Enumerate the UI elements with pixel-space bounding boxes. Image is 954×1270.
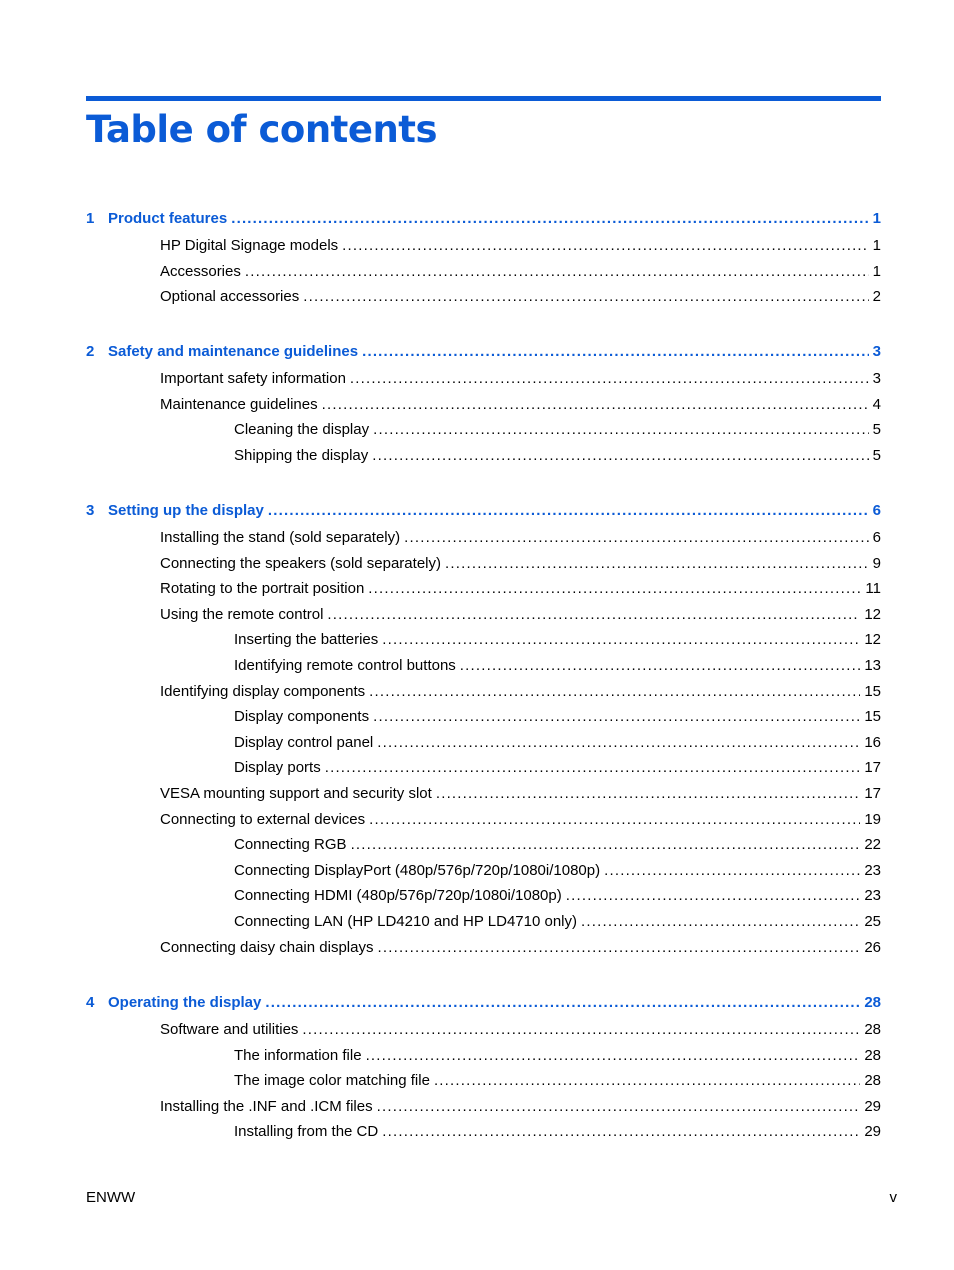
toc-page-number: 9 bbox=[872, 554, 881, 572]
toc-page-number: 26 bbox=[864, 938, 881, 956]
toc-entry-label: Connecting to external devices bbox=[160, 810, 366, 828]
toc-subsection-entry[interactable] bbox=[234, 861, 881, 881]
dot-leader bbox=[245, 262, 869, 282]
toc-page-number: 29 bbox=[864, 1123, 881, 1141]
toc-page-number: 5 bbox=[872, 446, 881, 464]
dot-leader bbox=[445, 554, 869, 574]
dot-leader bbox=[581, 912, 860, 932]
toc-entry-label: Maintenance guidelines bbox=[160, 395, 318, 413]
toc-entry-label: Operating the display bbox=[108, 994, 262, 1011]
dot-leader bbox=[303, 287, 868, 307]
toc-page-number: 12 bbox=[864, 605, 881, 623]
toc-entry-label: Safety and maintenance guidelines bbox=[108, 343, 359, 360]
toc-section-entry[interactable] bbox=[160, 810, 881, 830]
toc-chapter-entry[interactable] bbox=[86, 209, 881, 229]
dot-leader bbox=[434, 1071, 860, 1091]
toc-page-number: 28 bbox=[864, 1046, 881, 1064]
toc-section-entry[interactable] bbox=[160, 1020, 881, 1040]
dot-leader bbox=[404, 528, 869, 548]
dot-leader bbox=[351, 835, 861, 855]
toc-entry-label: Identifying display components bbox=[160, 682, 366, 700]
toc-page-number: 17 bbox=[864, 759, 881, 777]
toc-subsection-entry[interactable] bbox=[234, 886, 881, 906]
toc-section-entry[interactable] bbox=[160, 236, 881, 256]
dot-leader bbox=[373, 707, 860, 727]
toc-entry-label: Connecting the speakers (sold separately) bbox=[160, 554, 441, 572]
toc-page-number: 25 bbox=[864, 913, 881, 930]
toc-entry-label: Inserting the batteries bbox=[234, 631, 379, 649]
toc-entry-label: Connecting DisplayPort (480p/576p/720p/1080i/1080p) bbox=[234, 861, 601, 879]
toc-page-number: 1 bbox=[872, 237, 881, 254]
dot-leader bbox=[327, 605, 860, 625]
toc-subsection-entry[interactable] bbox=[234, 835, 881, 855]
toc-page-number: 1 bbox=[872, 262, 881, 280]
toc-page-number: 15 bbox=[864, 682, 881, 700]
toc-section-entry[interactable] bbox=[160, 528, 881, 548]
title-rule bbox=[86, 96, 881, 101]
toc-entry-label: Using the remote control bbox=[160, 605, 324, 623]
toc-entry-label: Installing the .INF and .ICM files bbox=[160, 1097, 373, 1115]
dot-leader bbox=[231, 209, 868, 229]
toc-page-number: 22 bbox=[864, 836, 881, 854]
toc-subsection-entry[interactable] bbox=[234, 656, 881, 676]
toc-chapter-entry[interactable] bbox=[86, 342, 881, 362]
chapter-number: 1 bbox=[86, 210, 95, 227]
toc-entry-label: HP Digital Signage models bbox=[160, 237, 339, 254]
toc-subsection-entry[interactable] bbox=[234, 1071, 881, 1091]
toc-section-entry[interactable] bbox=[160, 395, 881, 415]
dot-leader bbox=[342, 236, 869, 256]
toc-subsection-entry[interactable] bbox=[234, 1046, 881, 1066]
dot-leader bbox=[372, 446, 868, 466]
chapter-number: 2 bbox=[86, 343, 95, 360]
chapter-number: 4 bbox=[86, 994, 95, 1011]
dot-leader bbox=[302, 1020, 860, 1040]
dot-leader bbox=[382, 630, 860, 650]
toc-subsection-entry[interactable] bbox=[234, 630, 881, 650]
toc-page-number: 29 bbox=[864, 1097, 881, 1115]
toc-page-number: 4 bbox=[872, 395, 881, 413]
dot-leader bbox=[325, 758, 861, 778]
toc-page-number: 6 bbox=[872, 529, 881, 546]
toc-page-number: 16 bbox=[864, 733, 881, 751]
dot-leader bbox=[369, 682, 860, 702]
toc-chapter-entry[interactable] bbox=[86, 993, 881, 1013]
toc-section-entry[interactable] bbox=[160, 605, 881, 625]
toc-entry-label: Cleaning the display bbox=[234, 421, 370, 439]
toc-page-number: 19 bbox=[864, 810, 881, 828]
toc-page-number: 12 bbox=[864, 631, 881, 649]
toc-page-number: 28 bbox=[864, 1072, 881, 1090]
toc-entry-label: Installing from the CD bbox=[234, 1123, 379, 1141]
toc-subsection-entry[interactable] bbox=[234, 733, 881, 753]
toc-entry-label: Connecting RGB bbox=[234, 836, 347, 854]
dot-leader bbox=[377, 938, 860, 958]
toc-page-number: 3 bbox=[872, 370, 881, 387]
toc-page-number: 13 bbox=[864, 657, 881, 674]
toc-page-number: 15 bbox=[864, 708, 881, 726]
toc-entry-label: Installing the stand (sold separately) bbox=[160, 529, 401, 546]
toc-page-number: 17 bbox=[864, 785, 881, 802]
toc-entry-label: The information file bbox=[234, 1046, 362, 1064]
dot-leader bbox=[362, 342, 869, 362]
toc-page-number: 28 bbox=[864, 1021, 881, 1038]
dot-leader bbox=[436, 784, 860, 804]
toc-entry-label: Identifying remote control buttons bbox=[234, 657, 456, 674]
page-title: Table of contents bbox=[86, 108, 438, 151]
toc-entry-label: Display ports bbox=[234, 759, 321, 777]
toc-section-entry[interactable] bbox=[160, 938, 881, 958]
dot-leader bbox=[460, 656, 861, 676]
toc-section-entry[interactable] bbox=[160, 262, 881, 282]
dot-leader bbox=[377, 733, 860, 753]
toc-section-entry[interactable] bbox=[160, 1097, 881, 1117]
dot-leader bbox=[604, 861, 860, 881]
toc-section-entry[interactable] bbox=[160, 784, 881, 804]
dot-leader bbox=[382, 1122, 860, 1142]
toc-chapter-entry[interactable] bbox=[86, 501, 881, 521]
chapter-number: 3 bbox=[86, 502, 95, 519]
toc-entry-label: Connecting LAN (HP LD4210 and HP LD4710 only) bbox=[234, 913, 577, 930]
dot-leader bbox=[350, 369, 869, 389]
toc-section-entry[interactable] bbox=[160, 682, 881, 702]
toc-page-number: 1 bbox=[872, 210, 881, 227]
toc-page-number: 3 bbox=[872, 343, 881, 360]
dot-leader bbox=[366, 1046, 861, 1066]
dot-leader bbox=[322, 395, 869, 415]
toc-subsection-entry[interactable] bbox=[234, 446, 881, 466]
toc-entry-label: The image color matching file bbox=[234, 1072, 430, 1090]
toc-page-number: 23 bbox=[864, 861, 881, 879]
toc-section-entry[interactable] bbox=[160, 554, 881, 574]
toc-page-number: 11 bbox=[865, 580, 881, 598]
dot-leader bbox=[368, 579, 861, 599]
toc-entry-label: Setting up the display bbox=[108, 502, 264, 519]
toc-subsection-entry[interactable] bbox=[234, 758, 881, 778]
toc-entry-label: VESA mounting support and security slot bbox=[160, 785, 432, 802]
toc-page-number: 5 bbox=[872, 421, 881, 439]
toc-entry-label: Display control panel bbox=[234, 733, 374, 751]
toc-page-number: 2 bbox=[872, 288, 881, 306]
toc-entry-label: Accessories bbox=[160, 262, 241, 280]
toc-entry-label: Connecting daisy chain displays bbox=[160, 938, 374, 956]
toc-entry-label: Shipping the display bbox=[234, 446, 369, 464]
toc-section-entry[interactable] bbox=[160, 579, 881, 599]
toc-entry-label: Product features bbox=[108, 210, 228, 227]
toc-entry-label: Software and utilities bbox=[160, 1021, 299, 1038]
toc-entry-label: Optional accessories bbox=[160, 288, 300, 306]
dot-leader bbox=[566, 886, 861, 906]
toc-entry-label: Rotating to the portrait position bbox=[160, 580, 365, 598]
toc-page-number: 6 bbox=[872, 502, 881, 519]
toc-entry-label: Important safety information bbox=[160, 370, 346, 387]
toc-section-entry[interactable] bbox=[160, 287, 881, 307]
footer-label: ENWW bbox=[86, 1189, 136, 1206]
dot-leader bbox=[377, 1097, 861, 1117]
toc-subsection-entry[interactable] bbox=[234, 912, 881, 932]
toc-subsection-entry[interactable] bbox=[234, 420, 881, 440]
toc-section-entry[interactable] bbox=[160, 369, 881, 389]
dot-leader bbox=[268, 501, 869, 521]
footer-page-number: v bbox=[889, 1189, 897, 1206]
toc-page-number: 28 bbox=[864, 994, 881, 1011]
dot-leader bbox=[369, 810, 860, 830]
toc-page-number: 23 bbox=[864, 887, 881, 905]
toc-entry-label: Display components bbox=[234, 708, 370, 726]
toc-entry-label: Connecting HDMI (480p/576p/720p/1080i/1080p) bbox=[234, 887, 562, 905]
toc-subsection-entry[interactable] bbox=[234, 707, 881, 727]
dot-leader bbox=[265, 993, 860, 1013]
dot-leader bbox=[373, 420, 869, 440]
toc-subsection-entry[interactable] bbox=[234, 1122, 881, 1142]
